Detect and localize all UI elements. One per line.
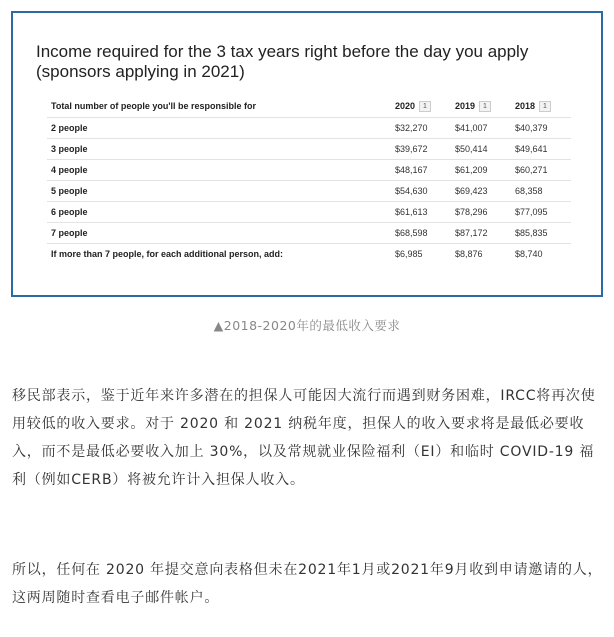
cell-2020: $68,598 bbox=[391, 222, 451, 243]
table-row bbox=[47, 117, 571, 138]
table-row bbox=[47, 159, 571, 180]
footnote-marker[interactable]: 1 bbox=[539, 101, 551, 112]
cell-2018: $85,835 bbox=[511, 222, 571, 243]
income-requirements-table bbox=[47, 96, 571, 264]
row-label: 3 people bbox=[47, 138, 391, 159]
article-paragraph: 所以，任何在 2020 年提交意向表格但未在2021年1月或2021年9月收到申请邀请的人，这两周随时查看电子邮件帐户。 bbox=[12, 562, 603, 606]
cell-2020: $6,985 bbox=[395, 248, 423, 259]
cell-2018: $40,379 bbox=[511, 117, 571, 138]
cell-2019: $87,172 bbox=[451, 222, 511, 243]
table-row bbox=[47, 138, 571, 159]
table-title: Income required for the 3 tax years right before the day you apply (sponsors applying in 2021) bbox=[36, 42, 529, 81]
table-header-row bbox=[47, 96, 571, 117]
header-year-2020: 2020 1 bbox=[391, 96, 451, 117]
cell-2018: $49,641 bbox=[511, 138, 571, 159]
header-people-label: Total number of people you'll be responsible for bbox=[47, 96, 391, 117]
cell-2018: $77,095 bbox=[511, 201, 571, 222]
row-label: 2 people bbox=[47, 117, 391, 138]
article-paragraph: 移民部表示，鉴于近年来许多潜在的担保人可能因大流行而遇到财务困难，IRCC将再次使用较低的收入要求。对于 2020 和 2021 纳税年度，担保人的收入要求将是最低必要收入，而不是最低必要收入加上 30%，以及常规就业保险福利（EI）和临时 COVID-19 福利（例如CERB）将被允许计入担保人收入。 bbox=[12, 388, 596, 488]
row-label: 5 people bbox=[47, 180, 391, 201]
row-label: 4 people bbox=[47, 159, 391, 180]
row-label-additional-person: If more than 7 people, for each additional person, add: bbox=[51, 248, 284, 259]
table-row bbox=[47, 180, 571, 201]
cell-2020: $39,672 bbox=[391, 138, 451, 159]
header-year-2019: 2019 1 bbox=[451, 96, 511, 117]
cell-2020: $61,613 bbox=[391, 201, 451, 222]
image-caption: ▲2018-2020年的最低收入要求 bbox=[213, 318, 401, 333]
cell-2018: $8,740 bbox=[515, 248, 543, 259]
cell-2019: $50,414 bbox=[451, 138, 511, 159]
cell-2020: $54,630 bbox=[391, 180, 451, 201]
cell-2019: $78,296 bbox=[451, 201, 511, 222]
cell-2019: $8,876 bbox=[455, 248, 483, 259]
row-label: 6 people bbox=[47, 201, 391, 222]
table-row bbox=[47, 243, 571, 264]
table-row bbox=[47, 222, 571, 243]
footnote-marker[interactable]: 1 bbox=[479, 101, 491, 112]
cell-2019: $41,007 bbox=[451, 117, 511, 138]
header-year-2018: 2018 1 bbox=[511, 96, 571, 117]
cell-2020: $48,167 bbox=[391, 159, 451, 180]
cell-2019: $69,423 bbox=[451, 180, 511, 201]
footnote-marker[interactable]: 1 bbox=[419, 101, 431, 112]
cell-2018: 68,358 bbox=[511, 180, 571, 201]
cell-2020: $32,270 bbox=[391, 117, 451, 138]
table-row bbox=[47, 201, 571, 222]
row-label: 7 people bbox=[47, 222, 391, 243]
cell-2019: $61,209 bbox=[451, 159, 511, 180]
cell-2018: $60,271 bbox=[511, 159, 571, 180]
